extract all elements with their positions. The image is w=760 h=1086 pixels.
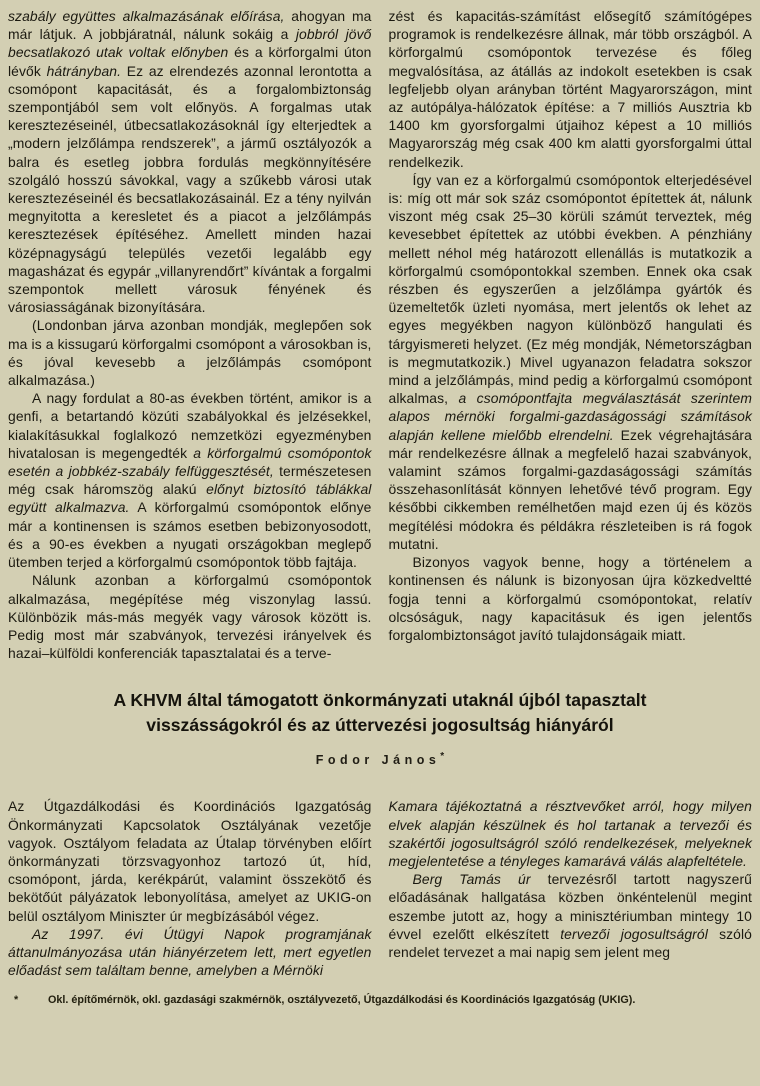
paragraph-segment-italic: tervezői jogosultságról	[560, 925, 708, 942]
article-top-left-column	[8, 7, 372, 662]
paragraph-segment: A nagy fordulat a 80-as években történt, amikor is a genfi, a betartandó közúti szabályokkal és jelzésekkel, kialakításukkal foglalkozó nemzetközi egyezményben hivatalosan is megengedték	[8, 390, 372, 461]
article-top-columns	[8, 7, 752, 662]
paragraph-segment-italic: a csomópontfajta megválasztását szerintem alapos mérnöki forgalmi-gazdaságossági számítások alapján kellene mielőbb elrendelni.	[388, 390, 753, 443]
paragraph	[389, 171, 753, 553]
paragraph-segment-italic: hátrányban.	[46, 62, 122, 79]
paragraph	[8, 316, 372, 389]
article-bottom-left-column	[8, 797, 372, 979]
paragraph-segment: zést és kapacitás-számítást elősegítő számítógépes programok is rendelkezésre állnak, már több országból. A körforgalmú csomópontok tervezése és főleg megvalósítása, az átállás az indokolt esetekben is csak legfeljebb olyan arányban történt Magyarországon, mint az autópálya-hálózatok építése: a 7 milliós Ausztria kb 1400 km gyorsforgalmi útjaihoz képest a 10 milliós Magyarország még csak 400 km alatti gyorsforgalmi úttal rendelkezik.	[388, 8, 752, 170]
paragraph-segment-italic: szabály együttes alkalmazásának előírása,	[8, 8, 285, 24]
paragraph-segment-italic: Kamara tájékoztatná a résztvevőket arról, hogy milyen elvek alapján készülnek és hol tartanak a tervezői és szakértői jogosultságról szóló rendelkezések, melyeknek megjelentetése a tényleges kamarává válás alapfeltétele.	[388, 798, 752, 870]
paragraph-segment-italic: Az 1997. évi Útügyi Napok programjának áttanulmányozása után hiányérzetem lett, mert egyetlen előadást sem találtam benne, amelyben a Mérnöki	[8, 925, 372, 979]
paragraph	[8, 571, 372, 662]
footnote-marker: *	[14, 993, 19, 1006]
paragraph	[8, 389, 372, 571]
article-bottom-columns	[8, 797, 752, 979]
paragraph-segment: ahogyan ma már látjuk. A jobbjáratnál, nálunk sokáig a	[8, 8, 372, 43]
author-name: Fodor János	[315, 753, 441, 768]
paragraph	[389, 797, 753, 870]
paragraph	[8, 925, 372, 980]
paragraph-segment: természetesen még csak háromszög alakú	[8, 463, 372, 498]
article-title-block	[8, 688, 752, 767]
paragraph-segment: szóló rendelet tervezet a mai napig sem jelent meg	[388, 925, 752, 961]
paragraph	[389, 870, 753, 961]
paragraph-segment: A körforgalmú csomópontok előnye már a kontinensen is számos esetben bebizonyosodott, és a 90-es években a nyugati országokban meglepő ütemben terjed a körforgalmú csomópontok több fajtája.	[8, 499, 372, 571]
paragraph-segment: Ezek végrehajtására már rendelkezésre állnak a megfelelő hazai szabványok, valamint számos forgalmi-gazdaságossági számítás összehasonlítását könnyen lehetővé tévő program. Egy későbbi cikkemben remélhetően majd ezen új és közös megítélési módokra és példákra részleteiben is rá fogok mutatni.	[388, 426, 752, 552]
paragraph-segment: Az Útgazdálkodási és Koordinációs Igazgatóság Önkormányzati Kapcsolatok Osztályának vezetője vagyok. Osztályom feladata az Útalap törvényben előírt önkormányzati törzsvagyonhoz tartozó út, híd, csomópont, járda, kerékpárút, valamint összekötő és bekötőút pályázatok lebonyolítása, amelyet az UKIG-on belül osztályom Miniszter úr megbízásából végez.	[8, 798, 372, 924]
paragraph-segment: és a körforgalmi úton lévők	[8, 44, 372, 79]
article-title-line-1: A KHVM által támogatott önkormányzati utaknál újból tapasztalt	[113, 690, 647, 711]
paragraph-segment: tervezésről tartott nagyszerű előadásának hallgatása közben önkéntelenül megint eszembe jutott az, hogy a minisztériumban mintegy 10 évvel ezelőtt elkészített	[388, 871, 752, 942]
paragraph	[389, 553, 753, 644]
footnote-text: Okl. építőmérnök, okl. gazdasági szakmérnök, osztályvezető, Útgazdálkodási és Koordinációs Igazgatóság (UKIG).	[48, 993, 636, 1006]
article-top-right-column	[389, 7, 753, 662]
paragraph-segment-italic: Berg Tamás úr	[412, 871, 531, 888]
article-title-line-2: visszásságokról és az úttervezési jogosultság hiányáról	[146, 715, 614, 736]
paragraph-segment: Ez az elrendezés azonnal lerontotta a csomópont kapacitását, és a forgalombiztonság szempontjából sem volt előnyös. A forgalmas utak keresztezéseinél, útbecsatlakozásoknál így elterjedtek a „modern jelzőlámpa rendszerek”, a jármű osztályozók a balra és esetleg jobbra fordulás megkönnyítésére szolgáló hosszú sávokkal, vagy a szűkebb városi utak keresztezéseinél és becsatlakozásainál. Ez a tény nyilván megnyitotta a keresletet és a piacot a jelzőlámpás keresztezések építéséhez. Amellett minden hazai középnagyságú település vezetői legalább egy magasházat és egypár „villanyrendőrt” kívántak a forgalmi szempontok mellett városuk fényének és városiasságának bizonyítására.	[8, 62, 372, 316]
paragraph-segment: Így van ez a körforgalmú csomópontok elterjedésével is: míg ott már sok száz csomópontot építettek át, nálunk viszont még csak 25–30 körüli számút terveztek, még kevesebbet építettek az utóbbi években. A pénzhiány mellett néhol még határozott ellenállás is mutatkozik a körforgalmú csomópontokkal szemben. Ennek oka csak részben és egyszerűen a jelzőlámpa gyártók és üzemeltetők üzleti nyomása, mert jelentős ok lehet az egyes megyékben nagyon különböző hangulati és tárgyismereti helyzet. (Ez még mondják, Németországban is megmutatkozik.) Mivel ugyanazon feladatra sokszor mind a jelzőlámpás, mind pedig a körforgalmú csomópont alkalmas,	[388, 171, 752, 407]
paragraph	[8, 7, 372, 316]
footnote	[8, 993, 752, 1007]
article-author	[8, 751, 752, 767]
author-footnote-mark: *	[440, 751, 445, 763]
article-bottom-right-column	[389, 797, 753, 979]
paragraph-segment: Bizonyos vagyok benne, hogy a történelem a kontinensen és nálunk is bizonyosan újra közkedveltté fogja tenni a körforgalmú csomópontokat, relatív olcsóságuk, nagy kapacitásuk és igen jelentős forgalombiztonságot javító tulajdonságaik miatt.	[388, 554, 752, 643]
paragraph-segment-italic: előnyt biztosító táblákkal együtt alkalmazva.	[8, 481, 372, 516]
paragraph	[8, 797, 372, 924]
paragraph-segment-italic: jobbról jövő becsatlakozó utak voltak előnyben	[8, 26, 372, 61]
paragraph-segment: (Londonban járva azonban mondják, meglepően sok ma is a kissugarú körforgalmi csomópont a városokban is, és jóval kevesebb a jelzőlámpás csomópont alkalmazása.)	[8, 317, 372, 389]
paragraph	[389, 7, 753, 171]
paragraph-segment: Nálunk azonban a körforgalmú csomópontok alkalmazása, megépítése még viszonylag lassú. Különbözik más-más megyék vagy városok között is. Pedig most már szabványok, tervezési irányelvek és hazai–külföldi konferenciák tapasztalatai és a terve-	[8, 572, 372, 662]
paragraph-segment-italic: a körforgalmú csomópontok esetén a jobbkéz-szabály felfüggesztését,	[8, 444, 372, 480]
